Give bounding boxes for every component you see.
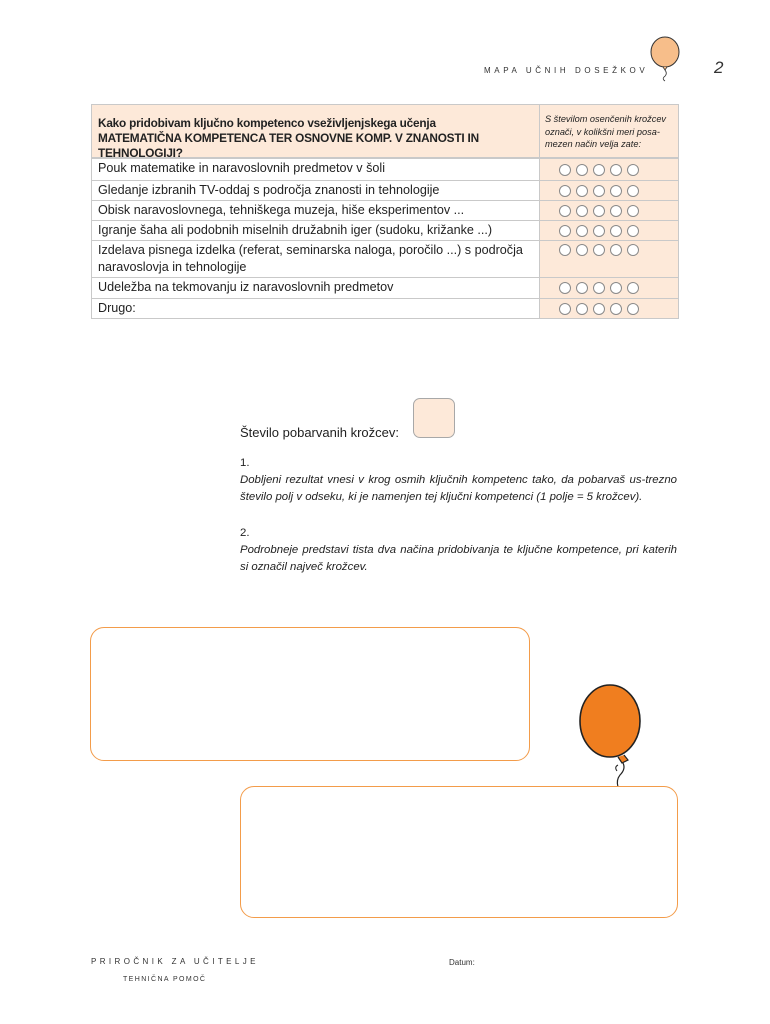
table-row (92, 277, 678, 298)
footer-title: PRIROČNIK ZA UČITELJE (91, 957, 259, 966)
table-row (92, 158, 678, 180)
row-label: Gledanje izbranih TV-oddaj s področja znanosti in tehnologije (92, 181, 540, 200)
rating-circle[interactable] (627, 225, 639, 237)
answer-box-1[interactable] (90, 627, 530, 761)
rating-circle[interactable] (576, 244, 588, 256)
row-label: Drugo: (92, 299, 540, 318)
rating-circles[interactable] (540, 181, 678, 200)
answer-box-2[interactable] (240, 786, 678, 918)
rating-circle[interactable] (593, 205, 605, 217)
rating-circle[interactable] (593, 244, 605, 256)
rating-circles[interactable] (540, 299, 678, 318)
instructions (240, 455, 677, 595)
rating-circle[interactable] (559, 185, 571, 197)
row-label: Udeležba na tekmovanju iz naravoslovnih predmetov (92, 278, 540, 298)
instruction-text-1: Dobljeni rezultat vnesi v krog osmih ključnih kompetenc tako, da pobarvaš us-trezno število polj v odseku, ki je namenjen tej ključni kompetenci (1 polje = 5 krožcev). (240, 474, 677, 503)
table-note: S številom osenčenih krožcev označi, v kolikšni meri posa-mezen način velja zate: (540, 105, 678, 157)
rating-circle[interactable] (559, 282, 571, 294)
table-row (92, 180, 678, 200)
rating-circle[interactable] (576, 164, 588, 176)
date-label: Datum: (449, 958, 475, 967)
rating-circle[interactable] (627, 303, 639, 315)
rating-circle[interactable] (627, 185, 639, 197)
rating-circle[interactable] (576, 303, 588, 315)
rating-circle[interactable] (610, 303, 622, 315)
rating-circle[interactable] (576, 205, 588, 217)
rating-circle[interactable] (559, 244, 571, 256)
instruction-text-2: Podrobneje predstavi tista dva načina pridobivanja te ključne kompetence, pri katerih si označil največ krožcev. (240, 544, 677, 573)
rating-circle[interactable] (610, 225, 622, 237)
instruction-number-1: 1. (240, 457, 250, 469)
rating-circles[interactable] (540, 221, 678, 240)
rating-circle[interactable] (627, 244, 639, 256)
rating-circle[interactable] (576, 185, 588, 197)
rating-circles[interactable] (540, 278, 678, 298)
rating-circle[interactable] (576, 225, 588, 237)
rating-circle[interactable] (627, 282, 639, 294)
rating-circle[interactable] (559, 205, 571, 217)
table-header (92, 105, 678, 158)
rating-circle[interactable] (610, 244, 622, 256)
rating-circle[interactable] (627, 205, 639, 217)
rating-circles[interactable] (540, 159, 678, 180)
row-label: Pouk matematike in naravoslovnih predmetov v šoli (92, 159, 540, 180)
footer-subtitle: TEHNIČNA POMOČ (123, 976, 207, 983)
competence-table (91, 104, 679, 319)
rating-circle[interactable] (559, 164, 571, 176)
table-row (92, 200, 678, 220)
balloon-large-icon (576, 683, 648, 793)
header-title: MAPA UČNIH DOSEŽKOV (484, 66, 649, 75)
rating-circles[interactable] (540, 241, 678, 277)
rating-circle[interactable] (593, 282, 605, 294)
balloon-small-icon (648, 36, 684, 82)
table-row (92, 220, 678, 240)
rating-circle[interactable] (559, 303, 571, 315)
rating-circle[interactable] (610, 205, 622, 217)
rating-circle[interactable] (627, 164, 639, 176)
row-label: Obisk naravoslovnega, tehniškega muzeja, hiše eksperimentov ... (92, 201, 540, 220)
rating-circle[interactable] (593, 303, 605, 315)
table-row (92, 298, 678, 318)
table-heading-line1: Kako pridobivam ključno kompetenco vseživljenjskega učenja (98, 116, 436, 130)
count-label: Število pobarvanih krožcev: (240, 425, 399, 440)
rating-circle[interactable] (610, 185, 622, 197)
table-heading (92, 105, 540, 160)
row-label: Igranje šaha ali podobnih miselnih družabnih iger (sudoku, križanke ...) (92, 221, 540, 240)
rating-circle[interactable] (593, 225, 605, 237)
row-label: Izdelava pisnega izdelka (referat, seminarska naloga, poročilo ...) s področja naravoslovja in tehnologije (92, 241, 540, 277)
instruction-number-2: 2. (240, 527, 250, 539)
rating-circle[interactable] (593, 185, 605, 197)
rating-circle[interactable] (559, 225, 571, 237)
rating-circle[interactable] (576, 282, 588, 294)
table-heading-line2: MATEMATIČNA KOMPETENCA TER OSNOVNE KOMP. V ZNANOSTI IN TEHNOLOGIJI? (98, 131, 479, 160)
table-row (92, 240, 678, 277)
rating-circle[interactable] (610, 164, 622, 176)
rating-circles[interactable] (540, 201, 678, 220)
rating-circle[interactable] (593, 164, 605, 176)
page-number: 2 (714, 58, 724, 77)
count-input-box[interactable] (413, 398, 455, 438)
rating-circle[interactable] (610, 282, 622, 294)
